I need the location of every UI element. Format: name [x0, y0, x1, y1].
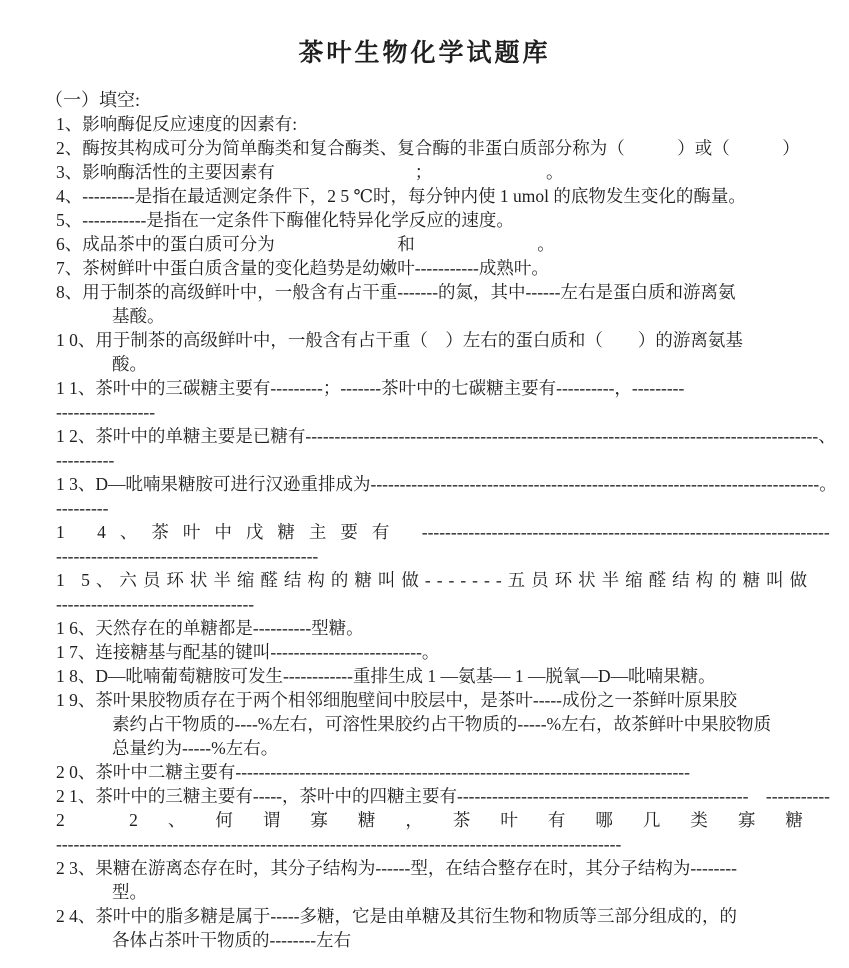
question-line: 基酸。: [112, 306, 165, 326]
question-line: 3、影响酶活性的主要因素有 ； 。: [56, 162, 564, 182]
question-line: ----------------------------------: [56, 594, 255, 614]
question-line: 1 2、茶叶中的单糖主要是已糖有----------------------------------------------------------------------------------------、: [56, 426, 836, 446]
question-line: 1 9、茶叶果胶物质存在于两个相邻细胞壁间中胶层中，是茶叶-----成份之一茶鲜叶原果胶: [56, 690, 738, 710]
question-line: 型。: [112, 882, 147, 902]
question-line: 1 5、六员环状半缩醛结构的糖叫做-------五员环状半缩醛结构的糖叫做: [56, 570, 814, 590]
question-list: [0, 112, 849, 952]
question-line: -----------------: [56, 402, 156, 422]
section-heading: （一）填空:: [45, 90, 141, 110]
question-line: ---------: [56, 498, 109, 518]
question-line: ----------: [56, 450, 115, 470]
question-line: 素约占干物质的----%左右，可溶性果胶约占干物质的-----%左右，故茶鲜叶中果胶物质: [112, 714, 772, 734]
question-line: 1、影响酶促反应速度的因素有:: [56, 114, 298, 134]
question-line: 2 2、何谓寡糖，茶叶有哪几类寡糖: [56, 810, 833, 830]
question-line: 8、用于制茶的高级鲜叶中，一般含有占干重-------的氮，其中------左右是蛋白质和游离氨: [56, 282, 736, 302]
question-line: 1 8、D—吡喃葡萄糖胺可发生------------重排生成 1 —氨基— 1 —脱氧—D—吡喃果糖。: [56, 666, 716, 686]
question-line: 1 1、茶叶中的三碳糖主要有---------；-------茶叶中的七碳糖主要有----------，---------: [56, 378, 685, 398]
question-line: 2 1、茶叶中的三糖主要有-----，茶叶中的四糖主要有-------------------------------------------------- -----------: [56, 786, 830, 806]
question-line: 2、酶按其构成可分为简单酶类和复合酶类、复合酶的非蛋白质部分称为（ ）或（ ）: [56, 138, 800, 158]
question-line: 1 6、天然存在的单糖都是----------型糖。: [56, 618, 364, 638]
question-line: 2 0、茶叶中二糖主要有------------------------------------------------------------------------------: [56, 762, 690, 782]
question-line: ---------------------------------------------: [56, 546, 319, 566]
question-line: -------------------------------------------------------------------------------------------------: [56, 834, 622, 854]
question-line: 总量约为-----%左右。: [112, 738, 279, 758]
question-line: 2 4、茶叶中的脂多糖是属于-----多糖，它是由单糖及其衍生物和物质等三部分组成的，的: [56, 906, 738, 926]
question-line: 6、成品茶中的蛋白质可分为 和 。: [56, 234, 555, 254]
question-line: 1 0、用于制茶的高级鲜叶中，一般含有占干重（ ）左右的蛋白质和（ ）的游离氨基: [56, 330, 743, 350]
question-line: 1 3、D—吡喃果糖胺可进行汉逊重排成为-----------------------------------------------------------------------------。: [56, 474, 837, 494]
question-line: 7、茶树鲜叶中蛋白质含量的变化趋势是幼嫩叶-----------成熟叶。: [56, 258, 549, 278]
question-line: 1 4、茶叶中戊糖主要有 ----------------------------------------------------------------------: [56, 522, 830, 542]
document-page: [0, 38, 849, 968]
question-line: 5、-----------是指在一定条件下酶催化特异化学反应的速度。: [56, 210, 514, 230]
question-line: 1 7、连接糖基与配基的键叫--------------------------。: [56, 642, 440, 662]
question-line: 4、---------是指在最适测定条件下，2 5 ℃时，每分钟内使 1 umol 的底物发生变化的酶量。: [56, 186, 746, 206]
question-line: 各体占茶叶干物质的--------左右: [112, 930, 352, 950]
page-title: 茶叶生物化学试题库: [298, 40, 551, 67]
question-line: 酸。: [112, 354, 147, 374]
question-line: 2 3、果糖在游离态存在时，其分子结构为------型，在结合整存在时，其分子结构为--------: [56, 858, 737, 878]
